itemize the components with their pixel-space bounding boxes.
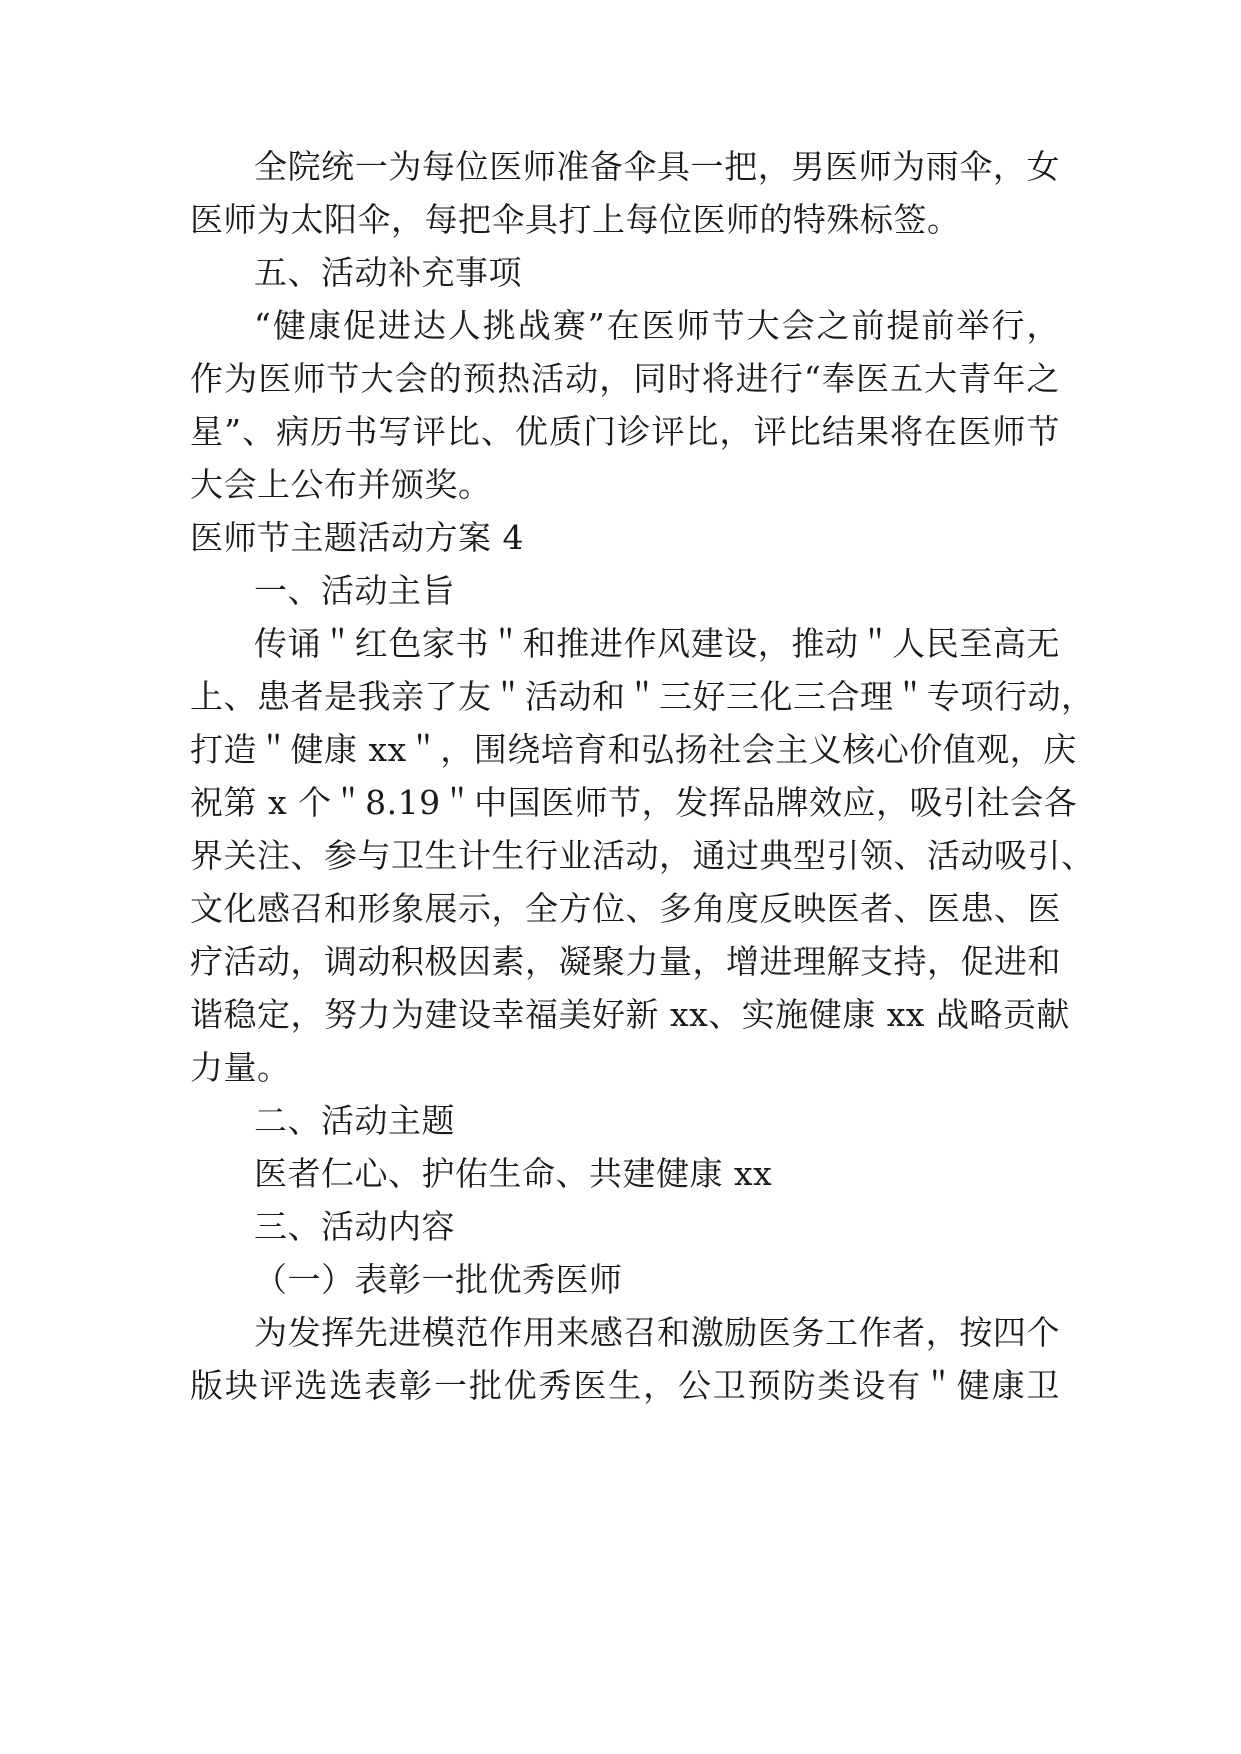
paragraph-line: 医者仁心、护佑生命、共建健康 xx — [254, 1154, 773, 1193]
paragraph-line: 大会上公布并颁奖。 — [190, 465, 492, 504]
paragraph-line: 疗活动，调动积极因素，凝聚力量，增进理解支持，促进和 — [190, 942, 1061, 981]
paragraph-line: 谐稳定，努力为建设幸福美好新 xx、实施健康 xx 战略贡献 — [190, 995, 1070, 1034]
document-title: 医师节主题活动方案 4 — [190, 518, 524, 557]
subsection-heading: （一）表彰一批优秀医师 — [254, 1260, 623, 1299]
paragraph-line: 医师为太阳伞，每把伞具打上每位医师的特殊标签。 — [190, 200, 961, 239]
section-heading: 一、活动主旨 — [254, 571, 455, 610]
paragraph-line: 传诵＂红色家书＂和推进作风建设，推动＂人民至高无 — [254, 624, 1060, 663]
section-heading: 三、活动内容 — [254, 1207, 455, 1246]
paragraph-line: 祝第 x 个＂8.19＂中国医师节，发挥品牌效应，吸引社会各 — [190, 783, 1078, 822]
paragraph-line: 文化感召和形象展示，全方位、多角度反映医者、医患、医 — [190, 889, 1061, 928]
paragraph-line: 界关注、参与卫生计生行业活动，通过典型引领、活动吸引、 — [190, 836, 1095, 875]
paragraph-line: 作为医师节大会的预热活动，同时将进行“奉医五大青年之 — [190, 359, 1060, 398]
paragraph-line: 上、患者是我亲了友＂活动和＂三好三化三合理＂专项行动， — [190, 677, 1095, 716]
paragraph-line: 打造＂健康 xx＂，围绕培育和弘扬社会主义核心价值观，庆 — [190, 730, 1077, 769]
paragraph-line: “健康促进达人挑战赛”在医师节大会之前提前举行， — [254, 306, 1060, 345]
paragraph-line: 版块评选选表彰一批优秀医生，公卫预防类设有＂健康卫 — [190, 1366, 1060, 1405]
section-heading: 二、活动主题 — [254, 1101, 455, 1140]
paragraph-line: 力量。 — [190, 1048, 291, 1087]
paragraph-line: 全院统一为每位医师准备伞具一把，男医师为雨伞，女 — [254, 147, 1060, 186]
paragraph-line: 星”、病历书写评比、优质门诊评比，评比结果将在医师节 — [190, 412, 1060, 451]
paragraph-line: 为发挥先进模范作用来感召和激励医务工作者，按四个 — [254, 1313, 1060, 1352]
section-heading: 五、活动补充事项 — [254, 253, 522, 292]
